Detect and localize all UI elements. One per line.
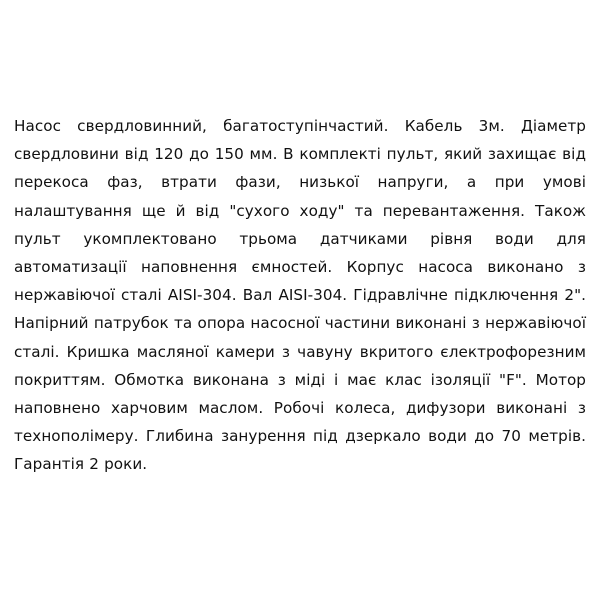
product-description-text: Насос свердловинний, багатоступінчастий. Кабель 3м. Діаметр свердловини від 120 до 150 мм. В комплекті пульт, який захищає від перекоса фаз, втрати фази, низької напруги, а при умові налаштування ще й від "сухого ходу" та перевантаження. Також пульт укомплектовано трьома датчиками рівня води для автоматизації наповнення ємностей. Корпус насоса виконано з нержавіючої сталі AISI-304. Вал AISI-304. Гідравлічне підключення 2". Напірний патрубок та опора насосної частини виконані з нержавіючої сталі. Кришка масляної камери з чавуну вкритого єлектрофорезним покриттям. Обмотка виконана з міді і має клас ізоляції "F". Мотор наповнено харчовим маслом. Робочі колеса, дифузори виконані з технополімеру. Глибина занурення під дзеркало води до 70 метрів. Гарантія 2 роки. bbox=[14, 117, 586, 474]
